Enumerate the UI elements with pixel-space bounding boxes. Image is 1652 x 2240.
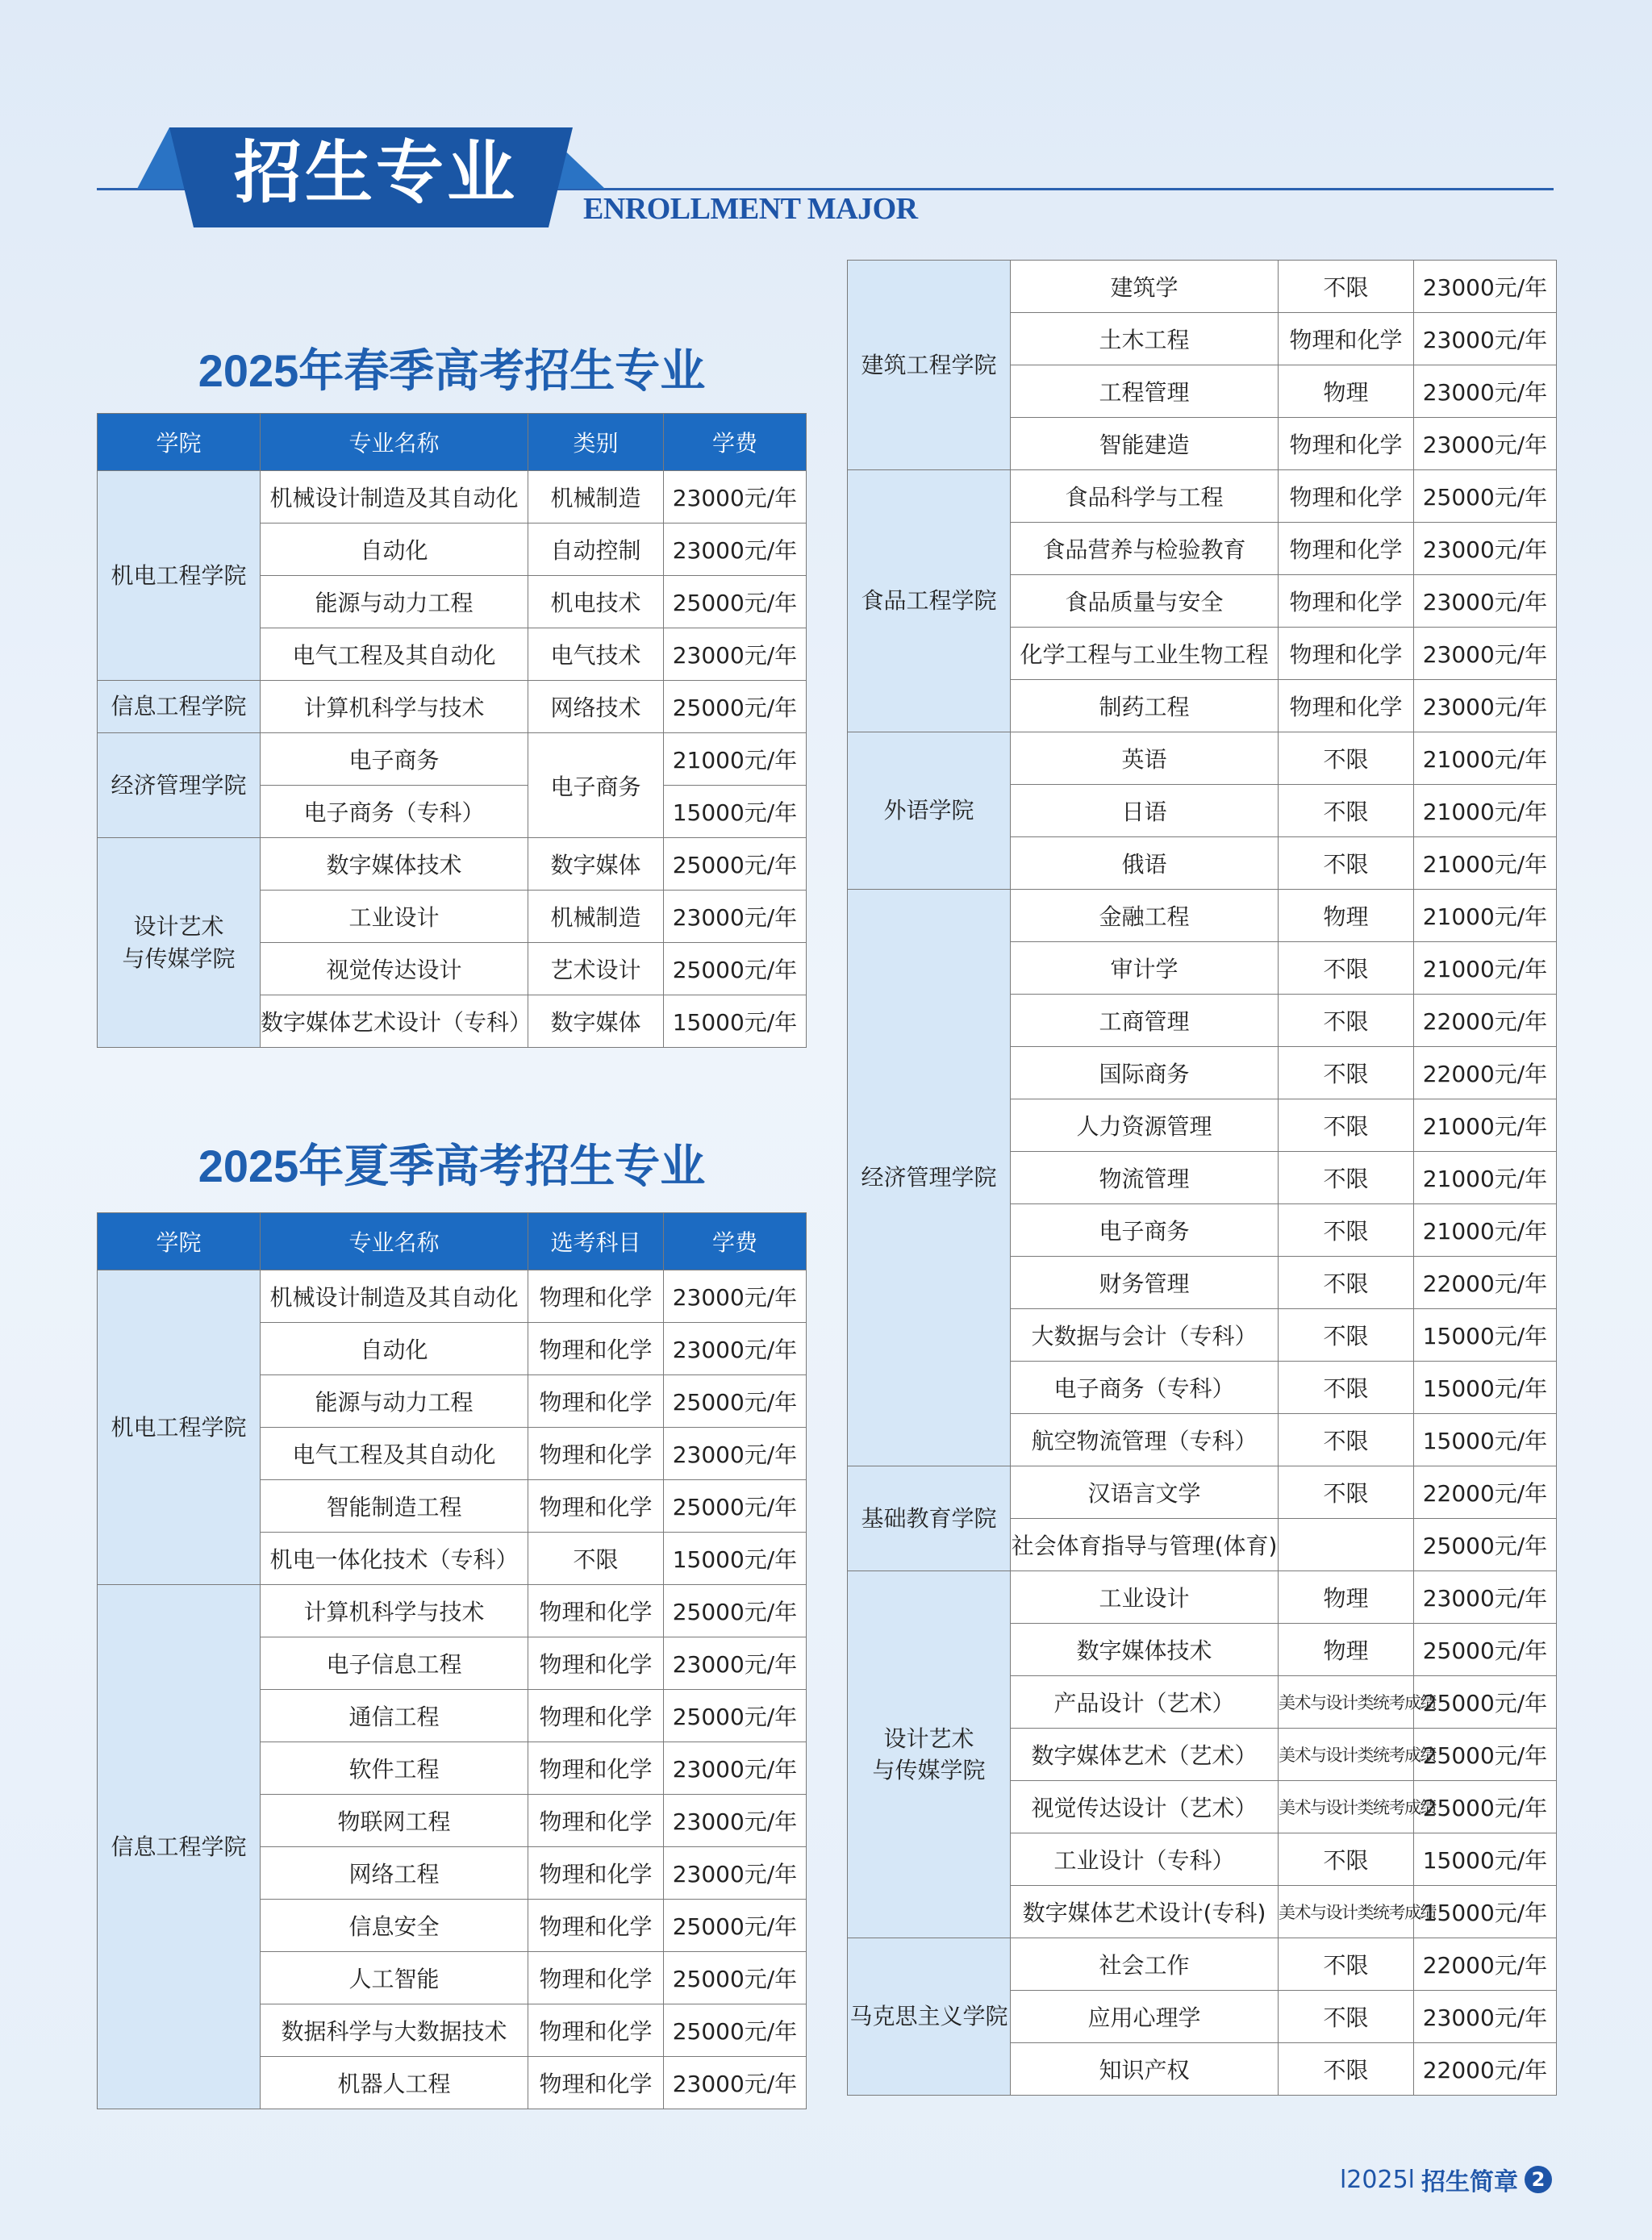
major-name-cell: 航空物流管理（专科） [1011, 1414, 1279, 1466]
subject-cell: 不限 [1279, 732, 1414, 785]
subject-cell: 不限 [1279, 1362, 1414, 1414]
major-name-cell: 土木工程 [1011, 313, 1279, 365]
fee-cell: 21000元/年 [664, 733, 807, 786]
fee-cell: 23000元/年 [1414, 261, 1557, 313]
fee-cell: 25000元/年 [1414, 1729, 1557, 1781]
fee-cell: 25000元/年 [664, 1900, 807, 1952]
major-name-cell: 自动化 [261, 524, 528, 576]
fee-cell: 21000元/年 [1414, 1152, 1557, 1204]
subject-cell: 物理和化学 [528, 1900, 664, 1952]
fee-cell: 23000元/年 [1414, 418, 1557, 470]
major-name-cell: 食品质量与安全 [1011, 575, 1279, 628]
major-name-cell: 机电一体化技术（专科） [261, 1533, 528, 1585]
major-name-cell: 电子信息工程 [261, 1637, 528, 1690]
table-row [98, 471, 807, 524]
major-name-cell: 应用心理学 [1011, 1991, 1279, 2043]
category-cell: 机械制造 [528, 471, 664, 524]
major-name-cell: 电子商务（专科） [261, 786, 528, 838]
col-header-fee: 学费 [664, 414, 807, 471]
fee-cell: 25000元/年 [664, 1480, 807, 1533]
col-header-subject: 选考科目 [528, 1213, 664, 1270]
category-cell: 数字媒体 [528, 838, 664, 891]
major-name-cell: 工程管理 [1011, 365, 1279, 418]
fee-cell: 22000元/年 [1414, 995, 1557, 1047]
fee-cell: 23000元/年 [664, 1637, 807, 1690]
major-name-cell: 数字媒体艺术设计(专科) [1011, 1886, 1279, 1938]
subject-cell: 不限 [1279, 837, 1414, 890]
fee-cell: 15000元/年 [1414, 1362, 1557, 1414]
subject-cell [1279, 1519, 1414, 1571]
fee-cell: 23000元/年 [1414, 313, 1557, 365]
major-name-cell: 电子商务（专科） [1011, 1362, 1279, 1414]
col-header-fee: 学费 [664, 1213, 807, 1270]
major-name-cell: 俄语 [1011, 837, 1279, 890]
subject-cell: 物理 [1279, 1571, 1414, 1624]
table-row [98, 681, 807, 733]
major-name-cell: 电气工程及其自动化 [261, 628, 528, 681]
fee-cell: 25000元/年 [1414, 470, 1557, 523]
table-row [848, 261, 1557, 313]
page-number: 2 [1525, 2166, 1552, 2193]
subject-cell: 物理和化学 [1279, 680, 1414, 732]
subject-cell: 不限 [1279, 1991, 1414, 2043]
subject-cell: 物理和化学 [528, 1690, 664, 1742]
category-cell: 自动控制 [528, 524, 664, 576]
fee-cell: 22000元/年 [1414, 1257, 1557, 1309]
major-name-cell: 计算机科学与技术 [261, 1585, 528, 1637]
major-name-cell: 审计学 [1011, 942, 1279, 995]
major-name-cell: 信息安全 [261, 1900, 528, 1952]
fee-cell: 23000元/年 [1414, 1991, 1557, 2043]
table-row [848, 1571, 1557, 1624]
subject-cell: 美术与设计类统考成绩 [1279, 1781, 1414, 1833]
fee-cell: 23000元/年 [664, 2057, 807, 2109]
page-footer [1340, 2162, 1552, 2197]
major-name-cell: 数字媒体技术 [1011, 1624, 1279, 1676]
table-row [98, 1585, 807, 1637]
subject-cell: 物理和化学 [528, 1323, 664, 1375]
subject-cell: 不限 [1279, 1414, 1414, 1466]
subject-cell: 物理和化学 [528, 1585, 664, 1637]
major-name-cell: 化学工程与工业生物工程 [1011, 628, 1279, 680]
fee-cell: 21000元/年 [1414, 942, 1557, 995]
subject-cell: 物理和化学 [528, 1742, 664, 1795]
category-cell: 机电技术 [528, 576, 664, 628]
category-cell: 电气技术 [528, 628, 664, 681]
table-row [848, 1466, 1557, 1519]
fee-cell: 22000元/年 [1414, 1938, 1557, 1991]
fee-cell: 25000元/年 [664, 1375, 807, 1428]
category-cell: 网络技术 [528, 681, 664, 733]
fee-cell: 25000元/年 [664, 2004, 807, 2057]
fee-cell: 21000元/年 [1414, 890, 1557, 942]
subject-cell: 不限 [1279, 261, 1414, 313]
subject-cell: 美术与设计类统考成绩 [1279, 1729, 1414, 1781]
major-name-cell: 金融工程 [1011, 890, 1279, 942]
subject-cell: 不限 [1279, 1152, 1414, 1204]
fee-cell: 21000元/年 [1414, 1099, 1557, 1152]
col-header-major: 专业名称 [261, 1213, 528, 1270]
major-name-cell: 机器人工程 [261, 2057, 528, 2109]
major-name-cell: 能源与动力工程 [261, 1375, 528, 1428]
category-cell: 机械制造 [528, 891, 664, 943]
major-name-cell: 数字媒体艺术（艺术） [1011, 1729, 1279, 1781]
college-cell: 基础教育学院 [848, 1466, 1011, 1571]
fee-cell: 23000元/年 [1414, 365, 1557, 418]
spring-section-title: 2025年春季高考招生专业 [198, 345, 706, 396]
fee-cell: 25000元/年 [1414, 1519, 1557, 1571]
fee-cell: 25000元/年 [664, 1952, 807, 2004]
table-row [848, 1938, 1557, 1991]
subject-cell: 物理和化学 [1279, 628, 1414, 680]
fee-cell: 15000元/年 [1414, 1833, 1557, 1886]
subject-cell: 不限 [1279, 1047, 1414, 1099]
fee-cell: 23000元/年 [1414, 628, 1557, 680]
subject-cell: 不限 [1279, 2043, 1414, 2096]
major-name-cell: 软件工程 [261, 1742, 528, 1795]
subject-cell: 物理和化学 [528, 1428, 664, 1480]
fee-cell: 23000元/年 [664, 628, 807, 681]
major-name-cell: 智能制造工程 [261, 1480, 528, 1533]
subject-cell: 物理和化学 [528, 1375, 664, 1428]
fee-cell: 15000元/年 [1414, 1886, 1557, 1938]
major-name-cell: 社会工作 [1011, 1938, 1279, 1991]
subject-cell: 物理和化学 [1279, 470, 1414, 523]
major-name-cell: 数字媒体技术 [261, 838, 528, 891]
col-header-major: 专业名称 [261, 414, 528, 471]
subject-cell: 物理 [1279, 365, 1414, 418]
table-row [848, 732, 1557, 785]
spring-majors-table [97, 413, 807, 1048]
major-name-cell: 能源与动力工程 [261, 576, 528, 628]
fee-cell: 25000元/年 [664, 576, 807, 628]
major-name-cell: 电子商务 [261, 733, 528, 786]
major-name-cell: 工业设计 [261, 891, 528, 943]
college-cell: 设计艺术 与传媒学院 [98, 838, 261, 1048]
fee-cell: 15000元/年 [664, 995, 807, 1048]
page-subtitle: ENROLLMENT MAJOR [583, 192, 918, 226]
fee-cell: 22000元/年 [1414, 1047, 1557, 1099]
college-cell: 外语学院 [848, 732, 1011, 890]
subject-cell: 不限 [1279, 1257, 1414, 1309]
fee-cell: 15000元/年 [1414, 1309, 1557, 1362]
fee-cell: 21000元/年 [1414, 785, 1557, 837]
subject-cell: 物理和化学 [528, 2057, 664, 2109]
subject-cell: 美术与设计类统考成绩 [1279, 1676, 1414, 1729]
summer-section-title: 2025年夏季高考招生专业 [198, 1141, 706, 1191]
college-cell: 经济管理学院 [848, 890, 1011, 1466]
major-name-cell: 数字媒体艺术设计（专科） [261, 995, 528, 1048]
major-name-cell: 国际商务 [1011, 1047, 1279, 1099]
subject-cell: 不限 [528, 1533, 664, 1585]
fee-cell: 23000元/年 [664, 1428, 807, 1480]
major-name-cell: 日语 [1011, 785, 1279, 837]
subject-cell: 不限 [1279, 1309, 1414, 1362]
college-cell: 马克思主义学院 [848, 1938, 1011, 2096]
category-cell: 数字媒体 [528, 995, 664, 1048]
fee-cell: 23000元/年 [664, 1270, 807, 1323]
fee-cell: 23000元/年 [664, 1323, 807, 1375]
college-cell: 信息工程学院 [98, 681, 261, 733]
major-name-cell: 工业设计 [1011, 1571, 1279, 1624]
fee-cell: 23000元/年 [1414, 1571, 1557, 1624]
major-name-cell: 食品营养与检验教育 [1011, 523, 1279, 575]
category-cell: 艺术设计 [528, 943, 664, 995]
major-name-cell: 网络工程 [261, 1847, 528, 1900]
fee-cell: 23000元/年 [664, 471, 807, 524]
subject-cell: 物理和化学 [528, 1847, 664, 1900]
major-name-cell: 制药工程 [1011, 680, 1279, 732]
fee-cell: 15000元/年 [1414, 1414, 1557, 1466]
major-name-cell: 电子商务 [1011, 1204, 1279, 1257]
major-name-cell: 智能建造 [1011, 418, 1279, 470]
major-name-cell: 建筑学 [1011, 261, 1279, 313]
major-name-cell: 计算机科学与技术 [261, 681, 528, 733]
fee-cell: 22000元/年 [1414, 1466, 1557, 1519]
college-cell: 机电工程学院 [98, 1270, 261, 1585]
college-cell: 信息工程学院 [98, 1585, 261, 2109]
major-name-cell: 人工智能 [261, 1952, 528, 2004]
college-cell: 机电工程学院 [98, 471, 261, 681]
subject-cell: 物理和化学 [528, 1795, 664, 1847]
fee-cell: 25000元/年 [664, 943, 807, 995]
col-header-category: 类别 [528, 414, 664, 471]
subject-cell: 不限 [1279, 1938, 1414, 1991]
footer-label: 招生简章 [1421, 2168, 1518, 2196]
subject-cell: 不限 [1279, 1466, 1414, 1519]
fee-cell: 23000元/年 [1414, 575, 1557, 628]
major-name-cell: 自动化 [261, 1323, 528, 1375]
major-name-cell: 大数据与会计（专科） [1011, 1309, 1279, 1362]
category-cell: 电子商务 [528, 733, 664, 838]
table-row [848, 890, 1557, 942]
major-name-cell: 机械设计制造及其自动化 [261, 471, 528, 524]
subject-cell: 物理和化学 [528, 2004, 664, 2057]
fee-cell: 21000元/年 [1414, 732, 1557, 785]
summer-majors-table [97, 1212, 807, 2109]
fee-cell: 23000元/年 [1414, 523, 1557, 575]
col-header-college: 学院 [98, 414, 261, 471]
major-name-cell: 食品科学与工程 [1011, 470, 1279, 523]
major-name-cell: 人力资源管理 [1011, 1099, 1279, 1152]
major-name-cell: 视觉传达设计 [261, 943, 528, 995]
major-name-cell: 数据科学与大数据技术 [261, 2004, 528, 2057]
fee-cell: 25000元/年 [1414, 1781, 1557, 1833]
major-name-cell: 工业设计（专科） [1011, 1833, 1279, 1886]
subject-cell: 物理和化学 [1279, 313, 1414, 365]
subject-cell: 物理 [1279, 1624, 1414, 1676]
major-name-cell: 社会体育指导与管理(体育) [1011, 1519, 1279, 1571]
fee-cell: 21000元/年 [1414, 1204, 1557, 1257]
subject-cell: 物理和化学 [1279, 575, 1414, 628]
fee-cell: 15000元/年 [664, 1533, 807, 1585]
subject-cell: 美术与设计类统考成绩 [1279, 1886, 1414, 1938]
table-row [98, 733, 807, 786]
subject-cell: 不限 [1279, 942, 1414, 995]
page-title: 招生专业 [234, 133, 519, 212]
fee-cell: 23000元/年 [664, 891, 807, 943]
subject-cell: 物理和化学 [528, 1270, 664, 1323]
subject-cell: 不限 [1279, 1833, 1414, 1886]
fee-cell: 21000元/年 [1414, 837, 1557, 890]
fee-cell: 25000元/年 [1414, 1676, 1557, 1729]
fee-cell: 25000元/年 [664, 838, 807, 891]
subject-cell: 不限 [1279, 995, 1414, 1047]
major-name-cell: 视觉传达设计（艺术） [1011, 1781, 1279, 1833]
fee-cell: 23000元/年 [664, 1795, 807, 1847]
fee-cell: 23000元/年 [664, 524, 807, 576]
major-name-cell: 英语 [1011, 732, 1279, 785]
major-name-cell: 汉语言文学 [1011, 1466, 1279, 1519]
col-header-college: 学院 [98, 1213, 261, 1270]
subject-cell: 不限 [1279, 1099, 1414, 1152]
fee-cell: 25000元/年 [1414, 1624, 1557, 1676]
major-name-cell: 财务管理 [1011, 1257, 1279, 1309]
table-row [848, 470, 1557, 523]
major-name-cell: 机械设计制造及其自动化 [261, 1270, 528, 1323]
table-row [98, 838, 807, 891]
major-name-cell: 电气工程及其自动化 [261, 1428, 528, 1480]
major-name-cell: 产品设计（艺术） [1011, 1676, 1279, 1729]
subject-cell: 不限 [1279, 1204, 1414, 1257]
subject-cell: 物理 [1279, 890, 1414, 942]
college-cell: 经济管理学院 [98, 733, 261, 838]
fee-cell: 25000元/年 [664, 1690, 807, 1742]
major-name-cell: 物流管理 [1011, 1152, 1279, 1204]
major-name-cell: 通信工程 [261, 1690, 528, 1742]
fee-cell: 23000元/年 [664, 1742, 807, 1795]
subject-cell: 物理和化学 [1279, 523, 1414, 575]
subject-cell: 物理和化学 [528, 1480, 664, 1533]
major-name-cell: 物联网工程 [261, 1795, 528, 1847]
subject-cell: 物理和化学 [528, 1637, 664, 1690]
table-row [98, 1270, 807, 1323]
fee-cell: 22000元/年 [1414, 2043, 1557, 2096]
college-cell: 建筑工程学院 [848, 261, 1011, 470]
fee-cell: 23000元/年 [664, 1847, 807, 1900]
subject-cell: 不限 [1279, 785, 1414, 837]
summer-majors-table-continued [847, 260, 1557, 2096]
subject-cell: 物理和化学 [1279, 418, 1414, 470]
college-cell: 食品工程学院 [848, 470, 1011, 732]
major-name-cell: 工商管理 [1011, 995, 1279, 1047]
fee-cell: 25000元/年 [664, 1585, 807, 1637]
fee-cell: 23000元/年 [1414, 680, 1557, 732]
major-name-cell: 知识产权 [1011, 2043, 1279, 2096]
footer-year: l2025l [1339, 2165, 1415, 2194]
fee-cell: 15000元/年 [664, 786, 807, 838]
subject-cell: 物理和化学 [528, 1952, 664, 2004]
college-cell: 设计艺术 与传媒学院 [848, 1571, 1011, 1938]
fee-cell: 25000元/年 [664, 681, 807, 733]
